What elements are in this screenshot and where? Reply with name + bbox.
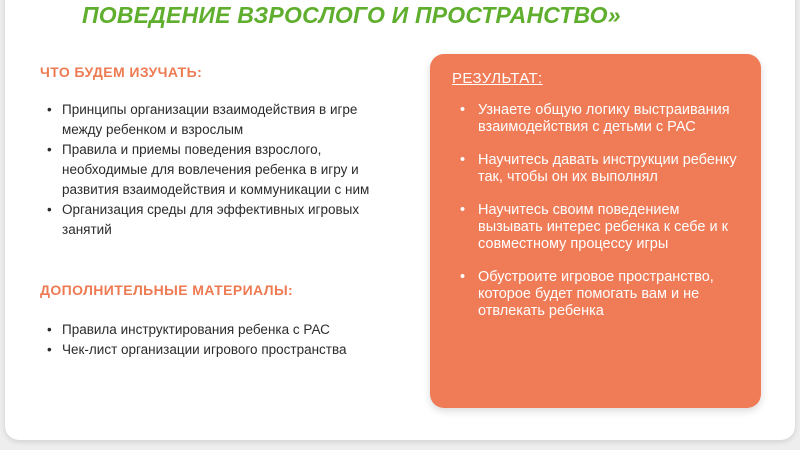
study-item: • Правила и приемы поведения взрослого, необходимые для вовлечения ребенка в игру и развития взаимодействия и коммуникации с ним — [44, 140, 374, 200]
result-item: • Узнаете общую логику выстраивания взаимодействия с детьми с РАС — [458, 102, 748, 136]
study-heading: ЧТО БУДЕМ ИЗУЧАТЬ: — [40, 64, 203, 80]
materials-item: • Правила инструктирования ребенка с РАС — [44, 320, 404, 340]
result-item: • Научитесь давать инструкции ребенку так, чтобы он их выполнял — [458, 152, 748, 186]
study-item: • Организация среды для эффективных игровых занятий — [44, 200, 374, 240]
materials-heading: ДОПОЛНИТЕЛЬНЫЕ МАТЕРИАЛЫ: — [40, 282, 294, 298]
result-heading: РЕЗУЛЬТАТ: — [452, 70, 543, 87]
result-item: • Обустроите игровое пространство, которое будет помогать вам и не отвлекать ребенка — [458, 269, 748, 320]
study-list — [44, 100, 374, 240]
result-panel — [430, 54, 761, 408]
materials-item: • Чек-лист организации игрового пространства — [44, 340, 404, 360]
slide-title: ПОВЕДЕНИЕ ВЗРОСЛОГО И ПРОСТРАНСТВО» — [82, 2, 621, 28]
materials-list — [44, 320, 404, 360]
study-item: • Принципы организации взаимодействия в игре между ребенком и взрослым — [44, 100, 374, 140]
result-list — [458, 102, 748, 336]
result-item: • Научитесь своим поведением вызывать интерес ребенка к себе и к совместному процессу игры — [458, 202, 748, 253]
